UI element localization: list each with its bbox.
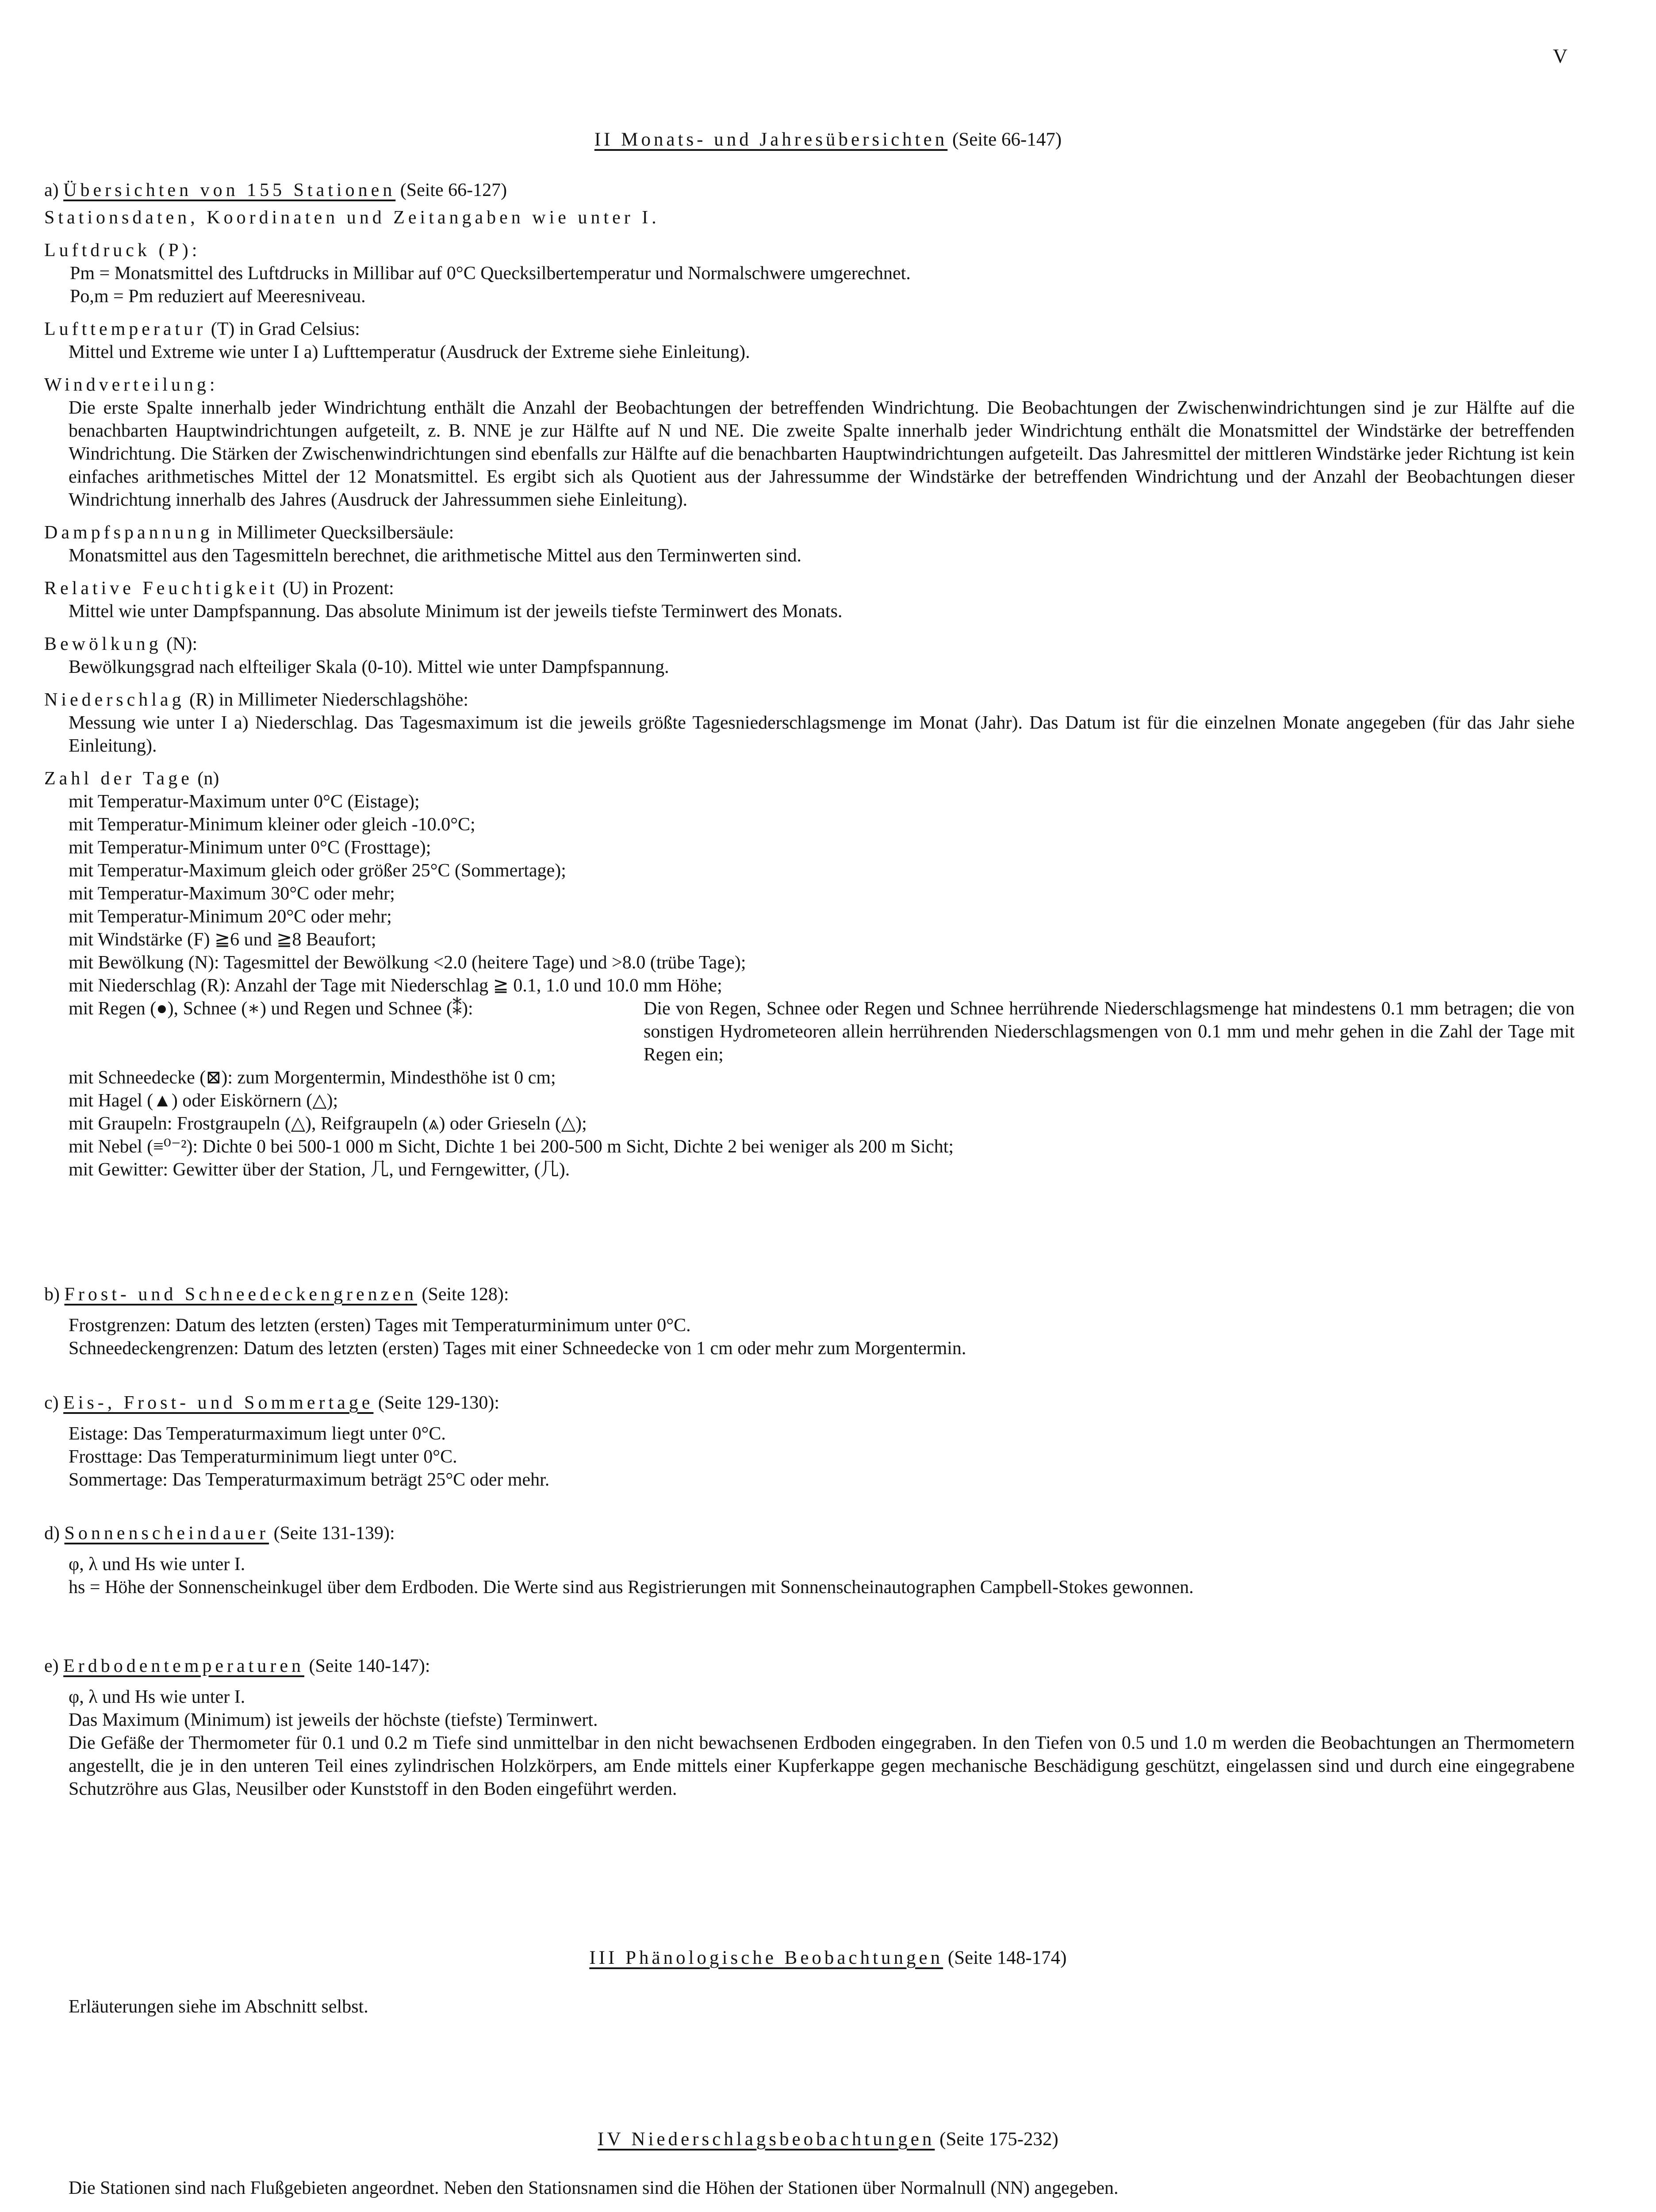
subsection-a-pages: (Seite 66-127) [400, 180, 507, 200]
tage-line: mit Hagel (▲) oder Eiskörnern (△); [69, 1091, 338, 1111]
regen-entry [44, 997, 1575, 1066]
erdboden-line-2: Das Maximum (Minimum) ist jeweils der höchste (tiefste) Terminwert. [69, 1710, 598, 1730]
section-4-text-block [44, 2177, 1575, 2200]
tage-line: mit Temperatur-Maximum unter 0°C (Eistage); [69, 791, 420, 812]
feuchte-line-1: Mittel wie unter Dampfspannung. Das absolute Minimum ist der jeweils tiefste Terminwert des Monats. [69, 601, 843, 622]
tage-line: mit Gewitter: Gewitter über der Station, ⼏, und Ferngewitter, (⼏). [69, 1160, 570, 1180]
tage-line: mit Temperatur-Maximum 30°C oder mehr; [69, 883, 395, 904]
section-4-text: Die Stationen sind nach Flußgebieten angeordnet. Neben den Stationsnamen sind die Höhen der Stationen über Normalnull (NN) angegeben. [69, 2178, 1119, 2198]
eistage-line: Eistage: Das Temperaturmaximum liegt unter 0°C. [69, 1424, 446, 1444]
tage-line: mit Temperatur-Maximum gleich oder größer 25°C (Sommertage); [69, 860, 566, 881]
tage-line: mit Temperatur-Minimum kleiner oder gleich -10.0°C; [69, 814, 475, 835]
subsection-a-heading [44, 179, 1575, 202]
section-2-title: II Monats- und Jahresübersichten [594, 129, 948, 150]
subsection-a-prefix: a) [44, 180, 59, 200]
tage-line: mit Temperatur-Minimum unter 0°C (Frosttage); [69, 837, 431, 858]
tage-line: mit Nebel (≡⁰⁻²): Dichte 0 bei 500-1 000 m Sicht, Dichte 1 bei 200-500 m Sicht, Dichte 2 bei weniger als 200 m Sicht; [69, 1137, 954, 1157]
section-3-title: III Phänologische Beobachtungen [589, 1947, 943, 1968]
frosttage-line: Frosttage: Das Temperaturminimum liegt unter 0°C. [69, 1447, 457, 1467]
subsection-c-heading: c) Eis-, Frost- und Sommertage (Seite 129-130): [44, 1393, 500, 1413]
bewoelkung-line-1: Bewölkungsgrad nach elfteiliger Skala (0-10). Mittel wie unter Dampfspannung. [69, 657, 669, 677]
erdboden-line-3: Die Gefäße der Thermometer für 0.1 und 0.2 m Tiefe sind unmittelbar in den nicht bewachsenen Erdboden eingegraben. In den Tiefen von 0.5 und 1.0 m werden die Beobachtungen an Thermometern angestellt, die je in den unteren Teil eines zylindrischen Holzkörpers, am Ende mittels einer Kupferkappe gegen mechanische Beschädigung geschützt, eingelassen sind und durch eine eingegrabene Schutzröhre aus Glas, Neusilber oder Kunststoff in den Boden eingeführt werden. [69, 1733, 1575, 1799]
subsection-e-heading: e) Erdbodentemperaturen (Seite 140-147): [44, 1656, 430, 1676]
subsection-a [44, 179, 1575, 1181]
subsection-e-title: Erdbodentemperaturen [63, 1656, 304, 1676]
tage-line: mit Windstärke (F) ≧6 und ≧8 Beaufort; [69, 929, 376, 950]
frostgrenzen-line: Frostgrenzen: Datum des letzten (ersten) Tages mit Temperaturminimum unter 0°C. [69, 1315, 691, 1336]
schneedeckengrenzen-line: Schneedeckengrenzen: Datum des letzten (ersten) Tages mit einer Schneedecke von 1 cm oder mehr zum Morgentermin. [69, 1338, 966, 1359]
subsection-a-title: Übersichten von 155 Stationen [63, 180, 396, 200]
tage-line: mit Graupeln: Frostgraupeln (△), Reifgraupeln (⩓) oder Grieseln (△); [69, 1114, 587, 1134]
erdboden-line-1: φ, λ und Hs wie unter I. [69, 1687, 245, 1707]
niederschlag-label: Niederschlag (R) in Millimeter Niederschlagshöhe: [44, 690, 469, 710]
regen-text: Die von Regen, Schnee oder Regen und Schnee herrührende Niederschlagsmenge hat mindestens 0.1 mm betragen; die von sonstigen Hydrometeoren allein herrührenden Niederschlagsmengen von 0.1 mm und mehr gehen in die Zahl der Tage mit Regen ein; [644, 998, 1575, 1065]
subsection-c [44, 1391, 1575, 1491]
subsection-b-heading: b) Frost- und Schneedeckengrenzen (Seite 128): [44, 1284, 509, 1305]
subsection-b-title: Frost- und Schneedeckengrenzen [64, 1284, 417, 1305]
temperatur-line-1: Mittel und Extreme wie unter I a) Lufttemperatur (Ausdruck der Extreme siehe Einleitung). [69, 342, 750, 362]
regen-head: mit Regen (●), Schnee (∗) und Regen und Schnee (⁑): [69, 998, 473, 1019]
page-number: V [1552, 45, 1568, 67]
dampf-line-1: Monatsmittel aus den Tagesmitteln berechnet, die arithmetische Mittel aus den Terminwerten sind. [69, 545, 801, 566]
wind-label: Windverteilung: [44, 375, 218, 395]
section-2-heading [0, 128, 1656, 151]
subsection-d [44, 1522, 1575, 1599]
section-3-text: Erläuterungen siehe im Abschnitt selbst. [69, 1997, 368, 2017]
sonnenschein-line-1: φ, λ und Hs wie unter I. [69, 1554, 245, 1575]
tage-line: mit Temperatur-Minimum 20°C oder mehr; [69, 906, 392, 927]
dampf-label: Dampfspannung in Millimeter Quecksilbersäule: [44, 522, 454, 543]
section-4-heading [0, 2128, 1656, 2151]
temperatur-label: Lufttemperatur (T) in Grad Celsius: [44, 319, 360, 339]
bewoelkung-label: Bewölkung (N): [44, 634, 198, 654]
feuchte-label: Relative Feuchtigkeit (U) in Prozent: [44, 578, 394, 599]
section-3-pages: (Seite 148-174) [947, 1947, 1067, 1968]
tage-line: mit Bewölkung (N): Tagesmittel der Bewölkung <2.0 (heitere Tage) und >8.0 (trübe Tage); [69, 952, 746, 973]
luftdruck-line-1: Pm = Monatsmittel des Luftdrucks in Millibar auf 0°C Quecksilbertemperatur und Normalschwere umgerechnet. [70, 263, 911, 284]
subsection-b [44, 1283, 1575, 1360]
sonnenschein-line-2: hs = Höhe der Sonnenscheinkugel über dem Erdboden. Die Werte sind aus Registrierungen mit Sonnenscheinautographen Campbell-Stokes gewonnen. [69, 1577, 1194, 1598]
section-3-text-block [44, 1995, 1575, 2018]
niederschlag-text: Messung wie unter I a) Niederschlag. Das Tagesmaximum ist die jeweils größte Tagesniederschlagsmenge im Monat (Jahr). Das Datum ist für die einzelnen Monate angegeben (für das Jahr siehe Einleitung). [69, 713, 1575, 756]
subsection-c-title: Eis-, Frost- und Sommertage [63, 1393, 374, 1413]
tage-label: Zahl der Tage (n) [44, 768, 219, 789]
section-2-pages: (Seite 66-147) [952, 129, 1062, 150]
luftdruck-line-2: Po,m = Pm reduziert auf Meeresniveau. [70, 286, 366, 307]
stations-line: Stationsdaten, Koordinaten und Zeitangaben wie unter I. [44, 207, 660, 228]
subsection-d-heading: d) Sonnenscheindauer (Seite 131-139): [44, 1523, 395, 1544]
wind-text: Die erste Spalte innerhalb jeder Windrichtung enthält die Anzahl der Beobachtungen der betreffenden Windrichtung. Die Beobachtungen der Zwischenwindrichtungen sind je zur Hälfte auf die benachbarten Hauptwindrichtungen aufgeteilt, z. B. NNE je zur Hälfte auf N und NE. Die zweite Spalte innerhalb jeder Windrichtung enthält die Monatsmittel der Windstärke der betreffenden Windrichtung. Die Stärken der Zwischenwindrichtungen sind ebenfalls zur Hälfte auf die benachbarten Hauptwindrichtungen aufgeteilt. Das Jahresmittel der mittleren Windstärke jeder Richtung ist kein einfaches arithmetisches Mittel der 12 Monatsmittel. Es ergibt sich als Quotient aus der Jahressumme der Windstärke der betreffenden Windrichtung und der Anzahl der Beobachtungen dieser Windrichtung innerhalb des Jahres (Ausdruck der Jahressummen siehe Einleitung). [69, 398, 1575, 510]
tage-line: mit Niederschlag (R): Anzahl der Tage mit Niederschlag ≧ 0.1, 1.0 und 10.0 mm Höhe; [69, 975, 722, 996]
tage-line: mit Schneedecke (⊠): zum Morgentermin, Mindesthöhe ist 0 cm; [69, 1068, 556, 1088]
section-3-heading [0, 1947, 1656, 1970]
section-4-title: IV Niederschlagsbeobachtungen [598, 2129, 935, 2150]
subsection-d-title: Sonnenscheindauer [64, 1523, 269, 1544]
sommertage-line: Sommertage: Das Temperaturmaximum beträgt 25°C oder mehr. [69, 1470, 550, 1490]
section-4-pages: (Seite 175-232) [939, 2129, 1058, 2150]
luftdruck-label: Luftdruck (P): [44, 240, 201, 261]
subsection-e [44, 1655, 1575, 1801]
